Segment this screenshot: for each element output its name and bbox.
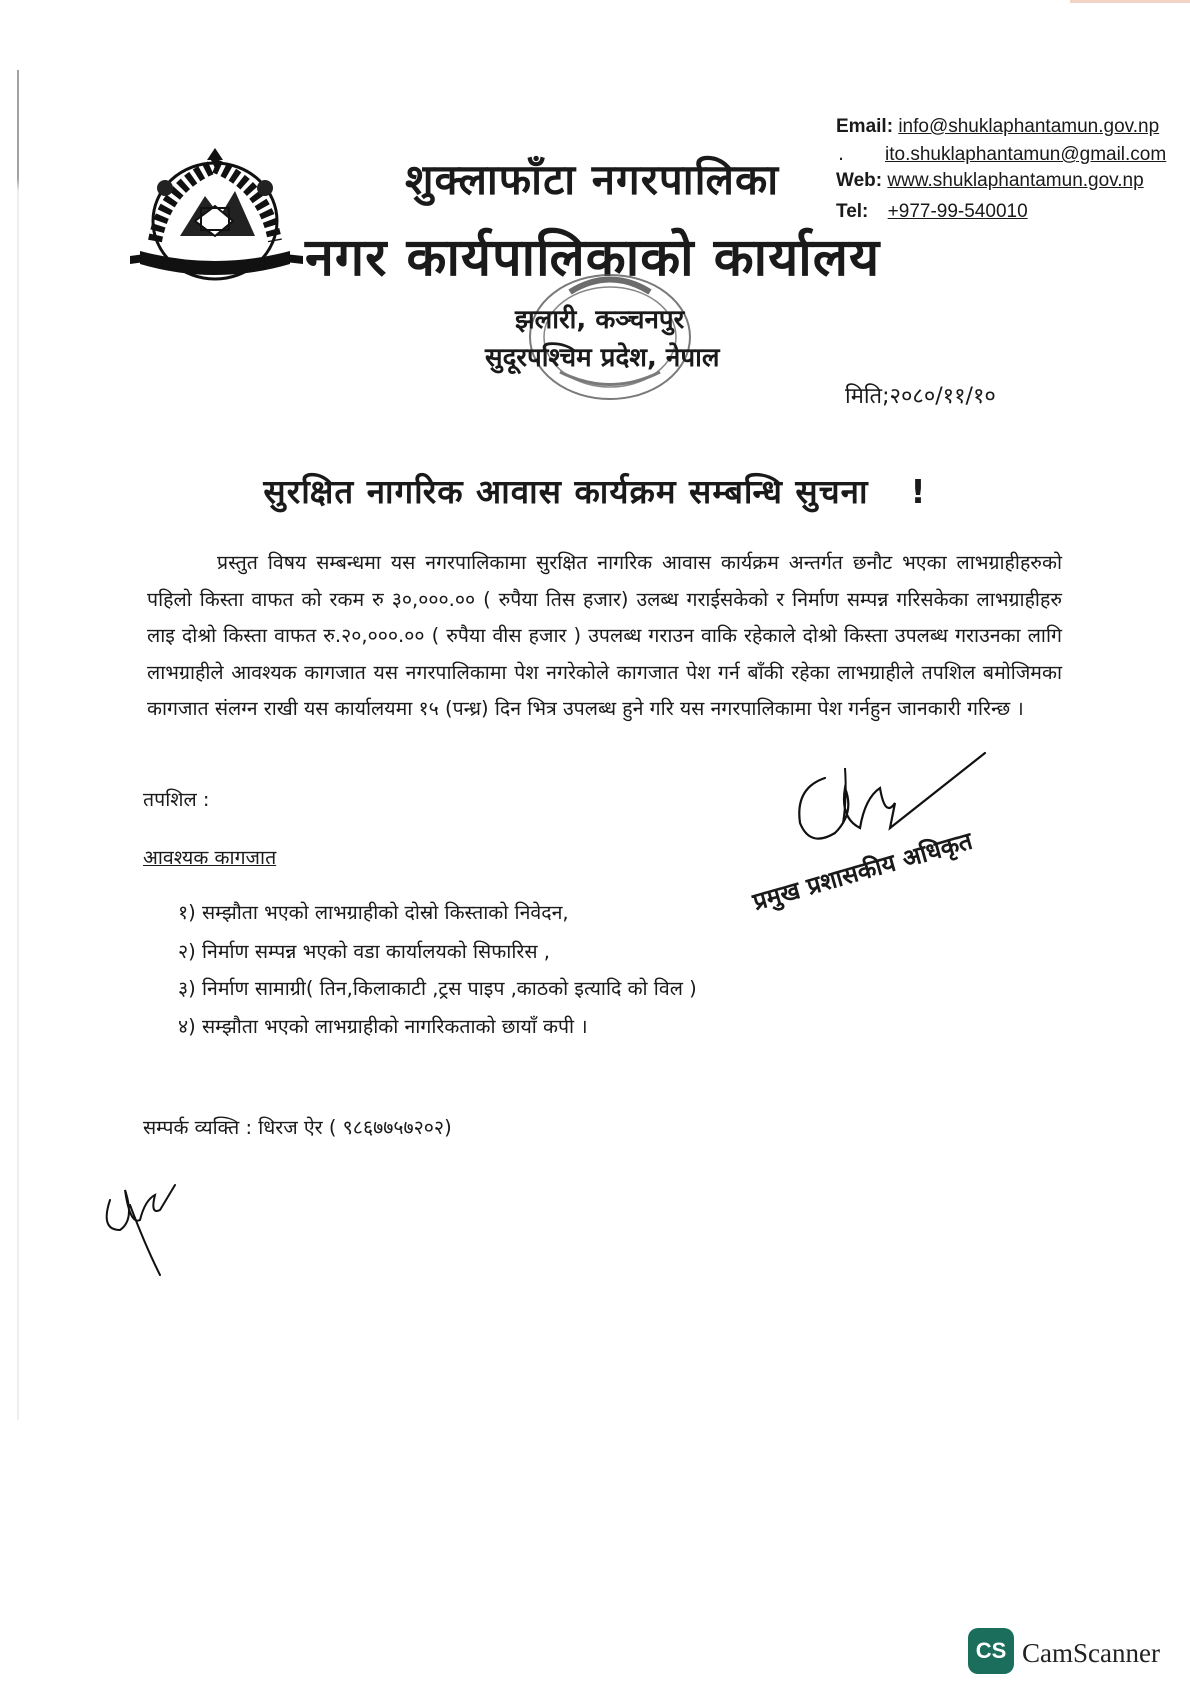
email-label: Email:	[836, 116, 894, 137]
document-item: १) सम्झौता भएको लाभग्राहीको दोस्रो किस्ताको निवेदन,	[178, 901, 569, 924]
notice-title-text: सुरक्षित नागरिक आवास कार्यक्रम सम्बन्धि सुचना	[263, 472, 869, 511]
email-dot: .	[838, 143, 845, 165]
office-name: नगर कार्यपालिकाको कार्यालय	[305, 228, 881, 288]
document-date: मिति;२०८०/११/१०	[845, 384, 996, 409]
document-item: ३) निर्माण सामाग्री( तिन,किलाकाटी ,ट्रस पाइप ,काठको इत्यादि को विल )	[178, 977, 697, 1000]
web-label: Web:	[836, 170, 883, 191]
tel-number: +977-99-540010	[887, 201, 1028, 222]
scan-edge-strip	[1070, 0, 1190, 3]
office-seal-stamp-icon	[520, 262, 700, 412]
notice-body: प्रस्तुत विषय सम्बन्धमा यस नगरपालिकामा सुरक्षित नागरिक आवास कार्यक्रम अन्तर्गत छनौट भएका लाभग्राहीहरुको पहिलो किस्ता वाफत को रकम रु ३०,०००.०० ( रुपैया तिस हजार) उलब्ध गराईसकेको र निर्माण सम्पन्न गरिसकेका लाभग्राहीहरु लाइ दोश्रो किस्ता वाफत रु.२०,०००.०० ( रुपैया वीस हजार ) उपलब्ध गराउन वाकि रहेकाले दोश्रो किस्ता उपलब्ध गराउनका लागि लाभग्राहीले आवश्यक कागजात यस नगरपालिकामा पेश नगरेकोले कागजात पेश गर्न बाँकी रहेका लाभग्राहीले तपशिल बमोजिमका कागजात संलग्न राखी यस कार्यालयमा १५ (पन्ध्र) दिन भित्र उपलब्ध हुने गरि यस नगरपालिकामा पेश गर्नहुन जानकारी गरिन्छ ।	[147, 551, 1062, 720]
tel-label: Tel:	[836, 201, 869, 222]
document-item: २) निर्माण सम्पन्न भएको वडा कार्यालयको सिफारिस ,	[178, 940, 550, 963]
contact-web	[836, 170, 1144, 192]
camscanner-logo-icon: CS	[968, 1628, 1014, 1674]
contact-email-2	[885, 144, 1166, 166]
email-link[interactable]: info@shuklaphantamun.gov.np	[898, 116, 1160, 137]
scan-edge-line	[17, 70, 19, 1420]
address-line-2: सुदूरपश्चिम प्रदेश, नेपाल	[485, 343, 720, 373]
nepal-government-emblem-icon	[125, 146, 305, 291]
municipality-name: शुक्लाफाँटा नगरपालिका	[405, 155, 780, 204]
email2-link[interactable]: ito.shuklaphantamun@gmail.com	[885, 144, 1167, 165]
notice-title-mark: !	[910, 472, 927, 511]
notice-title	[0, 468, 1190, 513]
tapasil-label: तपशिल :	[143, 788, 210, 811]
initials-signature-icon	[100, 1175, 190, 1285]
signer-title: प्रमुख प्रशासकीय अधिकृत	[749, 826, 976, 917]
document-item: ४) सम्झौता भएको लाभग्राहीको नागरिकताको छायाँ कपी ।	[178, 1015, 588, 1038]
address-line-1: झलारी, कञ्चनपुर	[515, 305, 685, 335]
camscanner-label: CamScanner	[1022, 1638, 1160, 1668]
documents-heading: आवश्यक कागजात	[143, 846, 277, 869]
contact-person: सम्पर्क व्यक्ति : धिरज ऐर ( ९८६७७५७२०२)	[143, 1116, 452, 1139]
contact-tel	[836, 201, 1028, 223]
contact-email	[836, 116, 1159, 138]
web-link[interactable]: www.shuklaphantamun.gov.np	[887, 170, 1144, 191]
